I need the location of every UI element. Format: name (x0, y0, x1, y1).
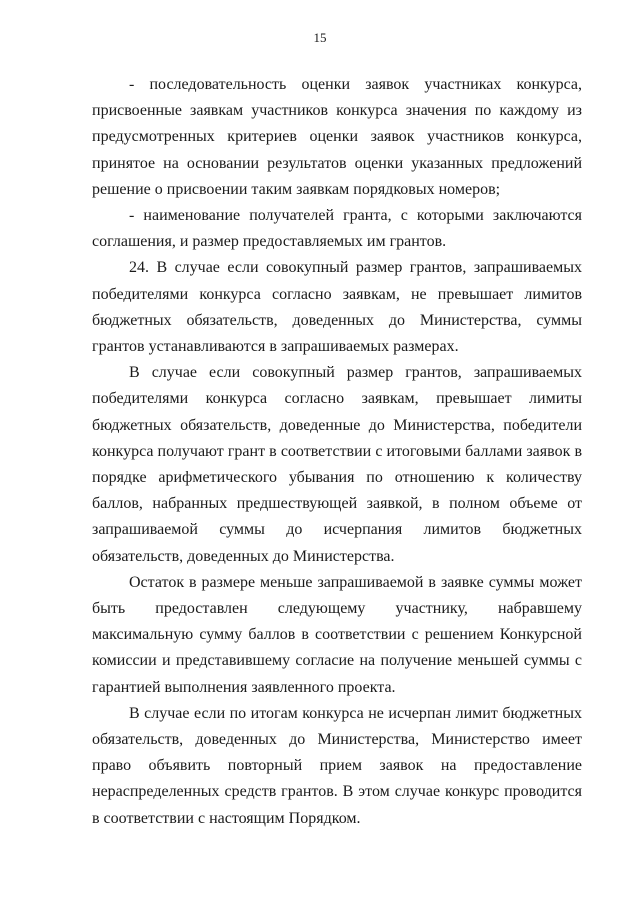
paragraph-remainder (92, 570, 582, 701)
document-body (92, 72, 582, 832)
paragraph-sequence (92, 98, 582, 203)
paragraph-text: В случае если совокупный размер грантов, запрашиваемых победителями конкурса согласно заявкам, превышает лимиты бюджетных обязательств, доведенные до Министерства, победители конкурса получают грант в соответствии с итоговыми баллами заявок в порядке арифметического убывания по отношению к количеству баллов, набранных предшествующей заявкой, в полном объеме от запрашиваемой суммы до исчерпания лимитов бюджетных обязательств, доведенных до Министерства. (92, 364, 582, 565)
paragraph-sequence-first-line (92, 72, 582, 98)
paragraph-text: Остаток в размере меньше запрашиваемой в заявке суммы может быть предоставлен следующему участнику, набравшему максимальную сумму баллов в соответствии с решением Конкурсной комиссии и представившему согласие на получение меньшей суммы с гарантией выполнения заявленного проекта. (92, 573, 582, 696)
paragraph-text: присвоенные заявкам участников конкурса значения по каждому из предусмотренных критериев оценки заявок участников конкурса, принятое на основании результатов оценки указанных предложений решение о присвоении таким заявкам порядковых номеров; (92, 102, 582, 198)
paragraph-text: В случае если по итогам конкурса не исчерпан лимит бюджетных обязательств, доведенных до Министерства, Министерство имеет право объявить повторный прием заявок на предоставление нераспределенных средств грантов. В этом случае конкурс проводится в соответствии с настоящим Порядком. (92, 704, 582, 827)
paragraph-repeat-acceptance (92, 701, 582, 832)
paragraph-text: - последовательность оценки заявок участниках конкурса, (129, 76, 582, 93)
paragraph-grant-recipients (92, 203, 582, 255)
paragraph-text: 24. В случае если совокупный размер грантов, запрашиваемых победителями конкурса согласно заявкам, не превышает лимитов бюджетных обязательств, доведенных до Министерства, суммы грантов устанавливаются в запрашиваемых размерах. (92, 259, 582, 356)
paragraph-24 (92, 255, 582, 360)
paragraph-exceeding-limits (92, 360, 582, 570)
paragraph-text: - наименование получателей гранта, с которыми заключаются соглашения, и размер предоставляемых им грантов. (92, 207, 582, 251)
page-number: 15 (313, 30, 327, 45)
